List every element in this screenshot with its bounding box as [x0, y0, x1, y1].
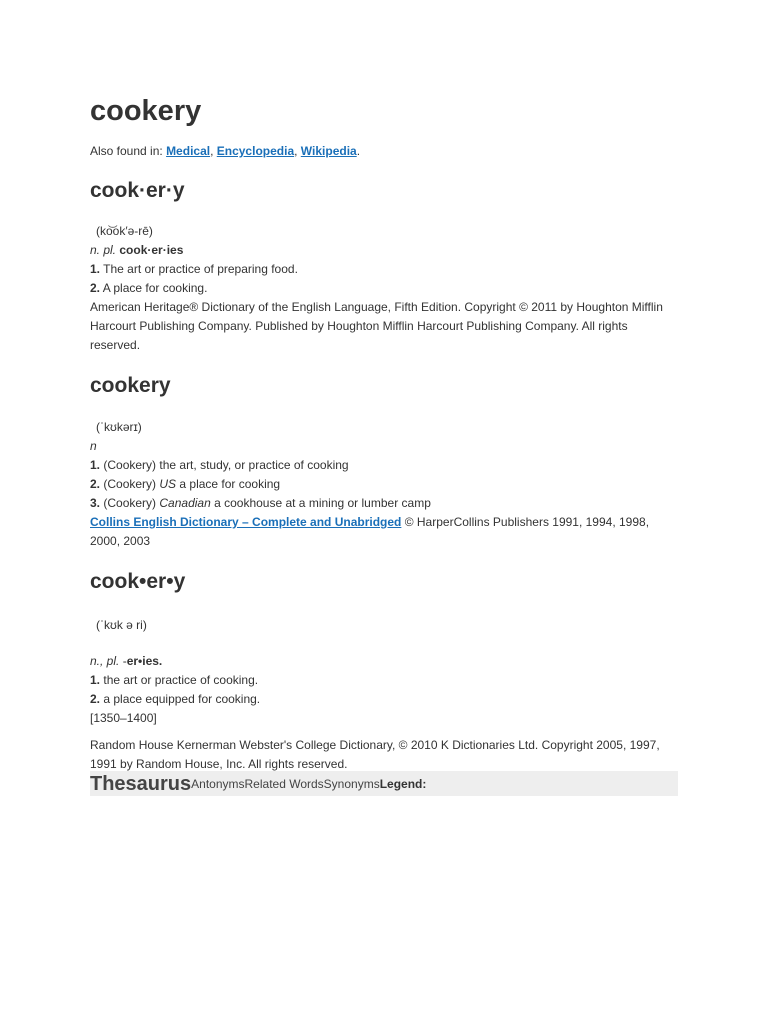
entry-collins [90, 372, 680, 551]
pronunciation [90, 616, 680, 635]
definition [90, 456, 680, 475]
def-text: a place for cooking [176, 477, 281, 491]
def-domain: (Cookery) [103, 477, 160, 491]
def-number: 2. [90, 281, 101, 295]
def-number: 2. [90, 692, 101, 706]
def-text: The art or practice of preparing food. [103, 262, 298, 276]
tab-antonyms[interactable]: Antonyms [191, 777, 245, 791]
def-number: 2. [90, 477, 101, 491]
entry-headword: cook•er•y [90, 570, 186, 593]
pronunciation-text: (ko͝ok′ə-rē) [96, 224, 153, 238]
entry-headword: cook·er·y [90, 179, 185, 202]
def-region: Canadian [159, 496, 211, 510]
part-of-speech [90, 241, 680, 260]
pronunciation-text: (ˈkʊkərɪ) [96, 420, 142, 434]
def-text: a place equipped for cooking. [103, 692, 261, 706]
def-text: a cookhouse at a mining or lumber camp [210, 496, 431, 510]
def-number: 3. [90, 496, 101, 510]
source-citation: American Heritage® Dictionary of the English Language, Fifth Edition. Copyright © 2011 by Houghton Mifflin Harcourt Publishing Company. Published by Houghton Mifflin Harcourt Publishing Company. All rights reserved. [90, 300, 663, 352]
separator: , [294, 144, 301, 158]
definition [90, 690, 680, 709]
pos-label: n., pl. [90, 654, 120, 668]
plural-form: cook·er·ies [119, 243, 184, 257]
definition [90, 475, 680, 494]
link-encyclopedia[interactable]: Encyclopedia [216, 144, 295, 158]
also-found-in [90, 142, 360, 160]
part-of-speech [90, 652, 680, 671]
entry-headword: cookery [90, 374, 171, 397]
collins-source-link[interactable]: Collins English Dictionary – Complete and Unabridged [90, 515, 402, 529]
def-number: 1. [90, 262, 101, 276]
plural-prefix: - [119, 654, 127, 668]
tab-related-words[interactable]: Related Words [244, 777, 324, 791]
def-text: A place for cooking. [102, 281, 208, 295]
part-of-speech [90, 437, 680, 456]
entry-american-heritage [90, 177, 680, 355]
def-domain: (Cookery) [103, 458, 160, 472]
definition [90, 260, 680, 279]
entry-random-house [90, 568, 680, 774]
also-found-label: Also found in: [90, 144, 167, 158]
pronunciation [90, 418, 680, 437]
thesaurus-bar [90, 771, 678, 796]
def-number: 1. [90, 673, 101, 687]
pos-label: n. pl. [90, 243, 117, 257]
definition [90, 494, 680, 513]
tab-synonyms[interactable]: Synonyms [323, 777, 380, 791]
legend-label: Legend: [379, 777, 427, 791]
link-wikipedia[interactable]: Wikipedia [300, 144, 357, 158]
def-number: 1. [90, 458, 101, 472]
def-domain: (Cookery) [103, 496, 160, 510]
pronunciation [90, 222, 680, 241]
def-text: the art, study, or practice of cooking [159, 458, 349, 472]
plural-form: er•ies. [126, 654, 163, 668]
definition [90, 671, 680, 690]
source-rest: © HarperCollins Publishers 1991, 1994, 1998, 2000, 2003 [90, 515, 650, 548]
definition [90, 279, 680, 298]
pronunciation-text: (ˈkʊk ə ri) [96, 618, 147, 632]
period: . [356, 144, 361, 158]
separator: , [210, 144, 217, 158]
pos-label: n [90, 439, 97, 453]
source-citation [90, 513, 680, 551]
def-region: US [159, 477, 177, 491]
thesaurus-title: Thesaurus [90, 773, 192, 795]
link-medical[interactable]: Medical [166, 144, 211, 158]
def-text: the art or practice of cooking. [103, 673, 259, 687]
page-title: cookery [90, 95, 202, 127]
source-citation: Random House Kernerman Webster's College Dictionary, © 2010 K Dictionaries Ltd. Copyright 2005, 1997, 1991 by Random House, Inc. All rights reserved. [90, 738, 660, 771]
etymology-date: [1350–1400] [90, 711, 157, 725]
